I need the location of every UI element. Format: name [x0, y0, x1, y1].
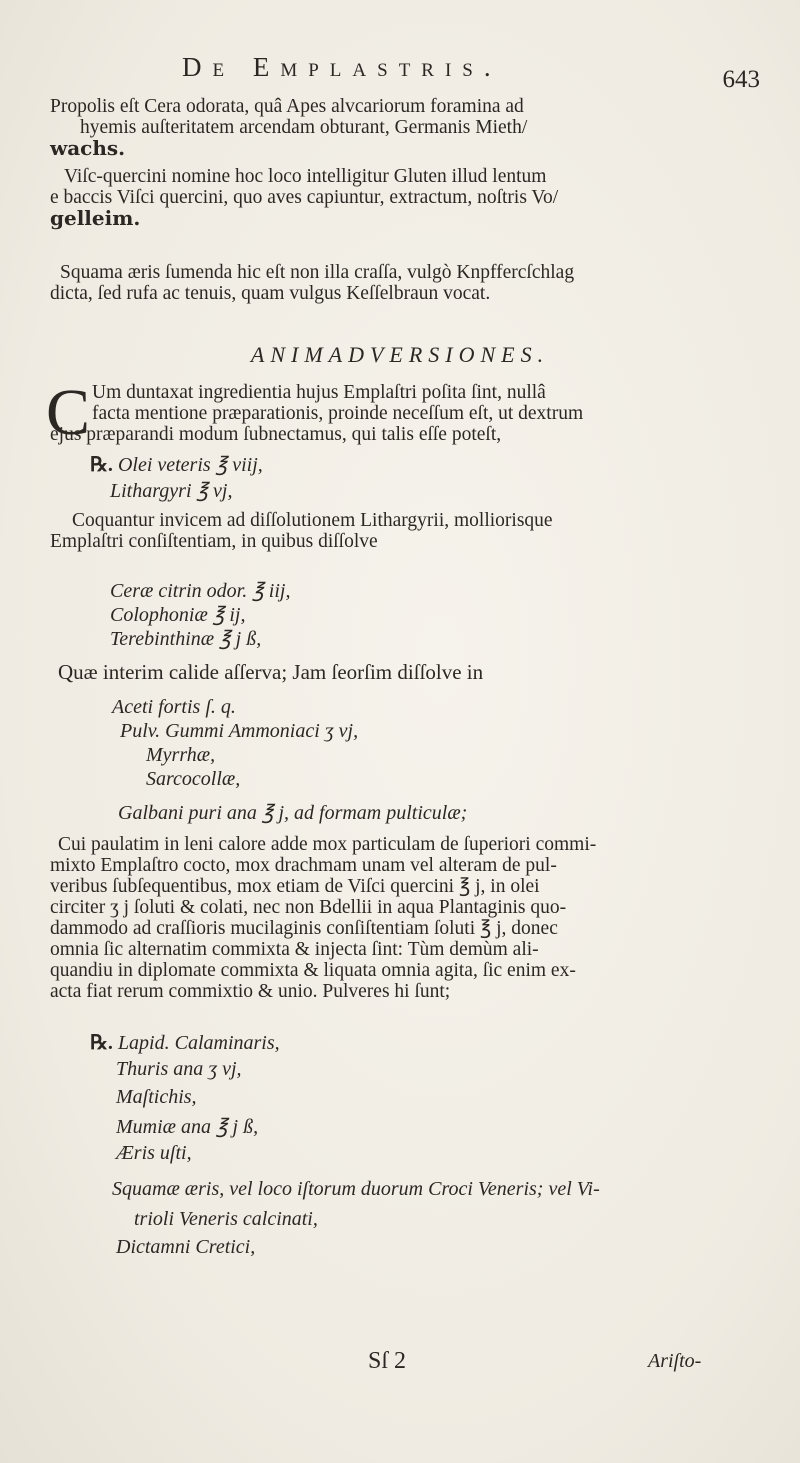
- recipe-line: Aceti fortis ſ. q.: [112, 696, 236, 718]
- recipe-line: Sarcocollæ,: [146, 768, 241, 790]
- text-line: dammodo ad craſſioris mucilaginis conſiſtentiam ſoluti ℥ j, donec: [50, 918, 558, 939]
- recipe-line: Lithargyri ℥ vj,: [110, 480, 233, 502]
- text-line: ejus præparandi modum ſubnectamus, qui talis eſſe poteſt,: [50, 424, 502, 445]
- text-line: Quæ interim calide aſſerva; Jam ſeorſim diſſolve in: [58, 660, 484, 684]
- recipe-line: Dictamni Cretici,: [116, 1236, 256, 1258]
- text-line: Squama æris ſumenda hic eſt non illa craſſa, vulgò Knpffercſchlag: [60, 262, 575, 283]
- recipe-line: Mumiæ ana ℥ j ß,: [116, 1116, 259, 1138]
- text-line: quandiu in diplomate commixta & liquata omnia agita, ſic enim ex-: [50, 960, 576, 981]
- recipe-line: Myrrhæ,: [146, 744, 216, 766]
- paragraph-viscum: [50, 166, 765, 229]
- text-line: Viſc-quercini nomine hoc loco intelligitur Gluten illud lentum: [64, 166, 547, 187]
- catchword: Ariſto-: [648, 1350, 702, 1372]
- recipe-line: ℞. Lapid. Calaminaris,: [90, 1032, 280, 1054]
- signature-mark: Sſ 2: [368, 1348, 407, 1374]
- recipe-symbol: ℞.: [90, 454, 113, 476]
- page-number: 643: [722, 66, 760, 93]
- recipe-line: Squamæ æris, vel loco iſtorum duorum Croci Veneris; vel Vi-: [112, 1178, 600, 1200]
- recipe-line: Terebinthinæ ℥ j ß,: [110, 628, 262, 650]
- text-line: Cui paulatim in leni calore adde mox particulam de ſuperiori commi-: [58, 834, 597, 855]
- text-line: Propolis eſt Cera odorata, quâ Apes alvcariorum foramina ad: [50, 96, 524, 117]
- text-line: gelleim.: [50, 206, 141, 230]
- recipe-line: Ceræ citrin odor. ℥ iij,: [110, 580, 291, 602]
- running-head: De Emplastris.: [182, 52, 502, 82]
- page-header: [160, 52, 760, 92]
- text-line: omnia ſic alternatim commixta & injecta ſint: Tùm demùm ali-: [50, 939, 539, 960]
- text-line: hyemis auſteritatem arcendam obturant, Germanis Mieth/: [80, 117, 528, 138]
- paragraph-propolis: [50, 96, 765, 159]
- text-line: Emplaſtri conſiſtentiam, in quibus diſſolve: [50, 531, 378, 552]
- section-heading: ANIMADVERSIONES.: [250, 342, 550, 367]
- text-line: e baccis Viſci quercini, quo aves capiuntur, extractum, noſtris Vo/: [50, 187, 559, 208]
- drop-cap: C: [46, 376, 91, 449]
- recipe-line: Thuris ana ʒ vj,: [116, 1058, 242, 1080]
- paragraph-coquantur: [50, 510, 765, 552]
- recipe-line: Colophoniæ ℥ ij,: [110, 604, 246, 626]
- text-line: facta mentione præparationis, proinde neceſſum eſt, ut dextrum: [92, 403, 584, 424]
- recipe-line: Galbani puri ana ℥ j, ad formam pulticulæ;: [118, 802, 468, 824]
- text-line: acta fiat rerum commixtio & unio. Pulveres hi ſunt;: [50, 981, 451, 1002]
- paragraph-squama: [50, 262, 765, 304]
- recipe-line: ℞. Olei veteris ℥ viij,: [90, 454, 263, 476]
- text-line: mixto Emplaſtro cocto, mox drachmam unam vel alteram de pul-: [50, 855, 557, 876]
- paragraph-intro-cont: [50, 424, 765, 445]
- text-line: Um duntaxat ingredientia hujus Emplaſtri poſita ſint, nullâ: [92, 382, 546, 403]
- text-line: wachs.: [50, 136, 126, 160]
- text-line: veribus ſubſequentibus, mox etiam de Viſci quercini ℥ j, in olei: [50, 876, 540, 897]
- text-line: Coquantur invicem ad diſſolutionem Lithargyrii, molliorisque: [72, 510, 553, 531]
- recipe-line: trioli Veneris calcinati,: [134, 1208, 318, 1230]
- recipe-line: Maſtichis,: [116, 1086, 197, 1108]
- paragraph-cui: [50, 834, 765, 1002]
- recipe-symbol: ℞.: [90, 1032, 113, 1054]
- recipe-line: Æris uſti,: [116, 1142, 192, 1164]
- text-line: circiter ʒ j ſoluti & colati, nec non Bdellii in aqua Plantaginis quo-: [50, 897, 567, 918]
- recipe-line: Pulv. Gummi Ammoniaci ʒ vj,: [120, 720, 359, 742]
- paragraph-quae: [50, 662, 765, 683]
- text-line: dicta, ſed rufa ac tenuis, quam vulgus Keſſelbraun vocat.: [50, 283, 491, 304]
- paragraph-intro: [92, 382, 772, 424]
